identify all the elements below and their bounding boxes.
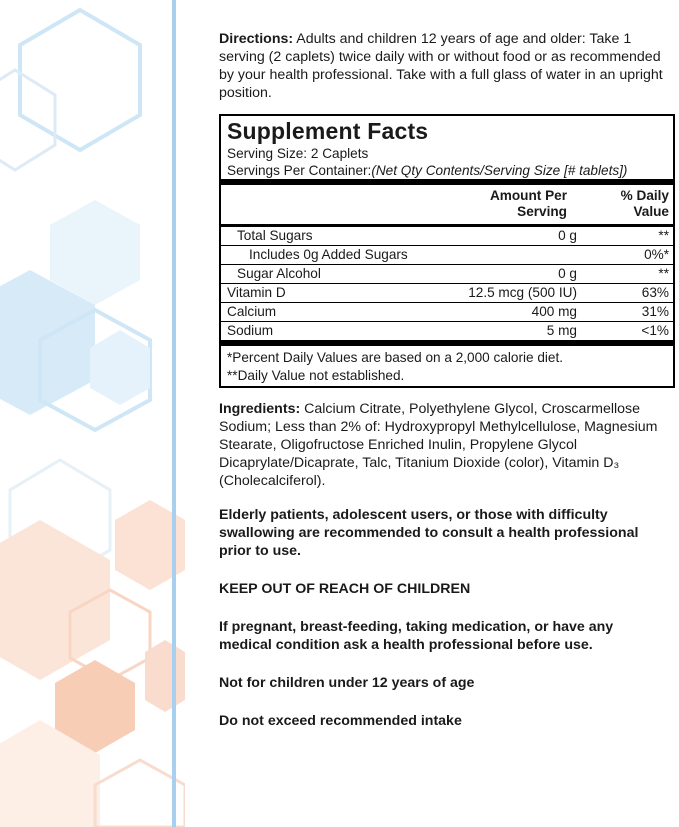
facts-row <box>221 245 673 264</box>
nutrient-amount: 0 g <box>558 228 577 243</box>
servings-value: (Net Qty Contents/Serving Size [# tablets]) <box>371 163 628 178</box>
directions-text: Adults and children 12 years of age and older: Take 1 serving (2 caplets) twice daily with or without food or as recommended by your health professional. Take with a full glass of water in an upright position. <box>219 31 663 101</box>
nutrient-amount <box>427 246 593 264</box>
hexagon-background-decoration <box>0 0 185 827</box>
supplement-facts-panel <box>219 114 675 388</box>
nutrient-dv: ** <box>658 266 669 281</box>
facts-row <box>221 302 673 321</box>
nutrient-dv: ** <box>658 228 669 243</box>
footnote-percent-dv: *Percent Daily Values are based on a 2,000 calorie diet. <box>227 350 564 365</box>
nutrient-name: Calcium <box>227 304 277 319</box>
ingredients-text: Calcium Citrate, Polyethylene Glycol, Croscarmellose Sodium; Less than 2% of: Hydroxypropyl Methylcellulose, Magnesium Stearate, Oligofructose Enriched Inulin, Propylene Glycol Dicaprylate/Dicaprate, Talc, Titanium Dioxide (color), Vitamin D₃ (Cholecalciferol). <box>219 401 658 489</box>
nutrient-amount: 12.5 mcg (500 IU) <box>468 285 577 300</box>
servings-prefix: Servings Per Container: <box>227 163 372 178</box>
nutrient-name: Total Sugars <box>237 228 313 243</box>
daily-value-header <box>583 188 669 220</box>
pregnancy-warning: If pregnant, breast-feeding, taking medication, or have any medical condition ask a health professional before use. <box>219 619 614 653</box>
facts-row <box>221 227 673 245</box>
nutrient-dv: 0%* <box>644 247 669 262</box>
label-content <box>219 30 669 730</box>
facts-footnotes <box>221 346 673 386</box>
nutrient-name: Includes 0g Added Sugars <box>249 247 408 262</box>
nutrient-amount: 0 g <box>558 266 577 281</box>
nutrient-dv: 63% <box>641 285 669 300</box>
servings-per-container <box>221 162 673 179</box>
facts-row <box>221 264 673 283</box>
directions-paragraph <box>219 30 669 102</box>
amount-header-line-1: Amount Per <box>489 188 567 203</box>
nutrient-name: Sugar Alcohol <box>237 266 321 281</box>
facts-title: Supplement Facts <box>227 118 429 144</box>
age-warning: Not for children under 12 years of age <box>219 675 475 691</box>
dv-header-line-1: % Daily <box>620 188 669 203</box>
ingredients-label: Ingredients: <box>219 401 301 417</box>
facts-header-row <box>221 185 673 224</box>
directions-label: Directions: <box>219 31 294 47</box>
amount-header-line-2: Serving <box>517 204 567 219</box>
serving-size: Serving Size: 2 Caplets <box>227 146 369 161</box>
dv-header-line-2: Value <box>633 204 669 219</box>
elderly-warning: Elderly patients, adolescent users, or those with difficulty swallowing are recommended to consult a health professional prior to use. <box>219 507 639 559</box>
amount-per-serving-header <box>427 188 583 220</box>
nutrient-name: Vitamin D <box>227 285 286 300</box>
ingredients-paragraph <box>219 400 669 490</box>
footnote-dv-not-established: **Daily Value not established. <box>227 368 405 383</box>
keep-out-warning: KEEP OUT OF REACH OF CHILDREN <box>219 581 471 597</box>
nutrient-dv: <1% <box>641 323 669 338</box>
nutrient-dv: 31% <box>641 304 669 319</box>
nutrient-name: Sodium <box>227 323 274 338</box>
nutrient-amount: 400 mg <box>531 304 577 319</box>
nutrient-amount: 5 mg <box>546 323 577 338</box>
intake-warning: Do not exceed recommended intake <box>219 713 462 729</box>
facts-row <box>221 321 673 340</box>
facts-row <box>221 283 673 302</box>
